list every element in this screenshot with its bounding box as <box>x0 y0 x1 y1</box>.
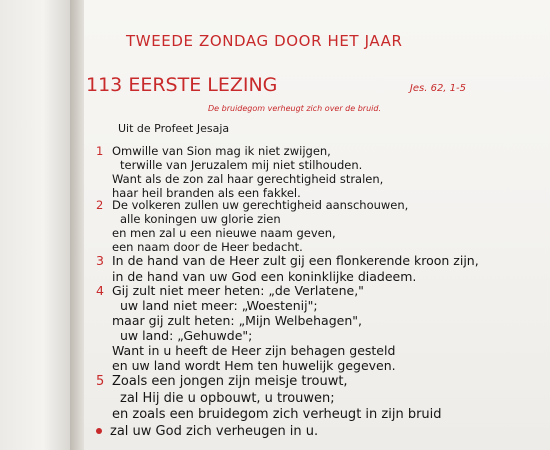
stanza-3 <box>96 253 479 284</box>
stanza-line: in de hand van uw God een koninklijke diadeem. <box>112 268 417 284</box>
reading-title <box>86 74 277 96</box>
stanza-line: 3 In de hand van de Heer zult gij een flonkerende kroon zijn, <box>96 253 479 268</box>
stanza-1 <box>96 144 383 200</box>
stanza-line: en men zal u een nieuwe naam geven, <box>112 226 336 240</box>
left-page <box>0 0 72 450</box>
stanza-line: uw land: „Gehuwde"; <box>120 328 253 343</box>
stanza-4 <box>96 283 396 373</box>
stanza-5 <box>96 374 442 440</box>
stanza-line: en uw land wordt Hem ten huwelijk gegeven. <box>112 358 396 373</box>
stanza-line: Want in u heeft de Heer zijn behagen gesteld <box>112 343 396 358</box>
stanza-line: en zoals een bruidegom zich verheugt in zijn bruid <box>112 407 442 422</box>
stanza-line: zal Hij die u opbouwt, u trouwen; <box>120 390 335 406</box>
stanza-line: 4 Gij zult niet meer heten: „de Verlatene," <box>96 283 364 298</box>
stanza-line: 2 De volkeren zullen uw gerechtigheid aanschouwen, <box>96 198 409 212</box>
verse-number: 5 <box>96 374 105 389</box>
stanza-line: zal uw God zich verheugen in u. <box>96 424 442 441</box>
running-head: TWEEDE ZONDAG DOOR HET JAAR <box>126 32 403 50</box>
response-bullet-icon <box>96 428 102 434</box>
stanza-line: Want als de zon zal haar gerechtigheid stralen, <box>112 172 384 186</box>
stanza-line: alle koningen uw glorie zien <box>120 212 281 226</box>
verse-number: 4 <box>96 283 104 298</box>
verse-number: 3 <box>96 253 104 268</box>
stanza-line: een naam door de Heer bedacht. <box>112 240 303 254</box>
reading-number: 113 <box>86 74 123 96</box>
stanza-line: 1 Omwille van Sion mag ik niet zwijgen, <box>96 144 331 158</box>
stanza-line: maar gij zult heten: „Mijn Welbehagen", <box>112 313 362 328</box>
scripture-reference: Jes. 62, 1-5 <box>409 83 466 94</box>
stanza-line: 5 Zoals een jongen zijn meisje trouwt, <box>96 374 348 389</box>
stanza-line: uw land niet meer: „Woestenij"; <box>120 298 318 313</box>
reading-name: EERSTE LEZING <box>128 74 278 96</box>
verse-number: 1 <box>96 144 104 158</box>
verse-number: 2 <box>96 198 104 212</box>
reading-source: Uit de Profeet Jesaja <box>118 122 230 135</box>
stanza-line: terwille van Jeruzalem mij niet stilhouden. <box>120 158 363 172</box>
reading-subtitle: De bruidegom verheugt zich over de bruid. <box>208 104 381 113</box>
stanza-2 <box>96 198 408 254</box>
stanza-line: haar heil branden als een fakkel. <box>112 186 301 200</box>
